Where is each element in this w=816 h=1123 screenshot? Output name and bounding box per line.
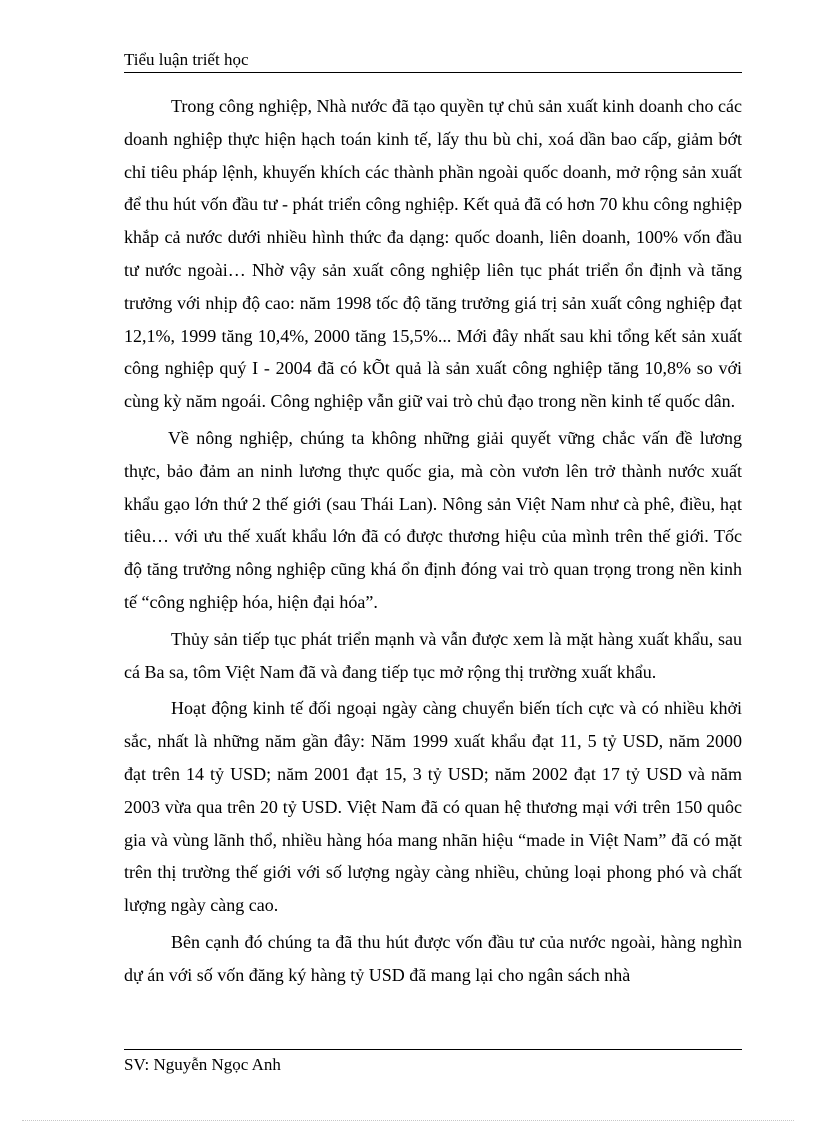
paragraph-foreign-trade: Hoạt động kinh tế đối ngoại ngày càng chuyển biến tích cực và có nhiều khởi sắc, nhất là những năm gần đây: Năm 1999 xuất khẩu đạt 11, 5 tỷ USD, năm 2000 đạt trên 14 tỷ USD; năm 2001 đạt 15, 3 tỷ USD; năm 2002 đạt 17 tỷ USD và năm 2003 vừa qua trên 20 tỷ USD. Việt Nam đã có quan hệ thương mại với trên 150 quôc gia và vùng lãnh thổ, nhiều hàng hóa mang nhãn hiệu “made in Việt Nam” đã có mặt trên thị trường thế giới với số lượng ngày càng nhiều, chủng loại phong phó và chất lượng ngày càng cao. xyxy=(124,698,742,916)
footer-author: SV: Nguyễn Ngọc Anh xyxy=(124,1055,281,1074)
page-header xyxy=(124,50,742,73)
paragraph-industry: Trong công nghiệp, Nhà nước đã tạo quyền tự chủ sản xuất kinh doanh cho các doanh nghiệp thực hiện hạch toán kinh tế, lấy thu bù chi, xoá dần bao cấp, giảm bớt chỉ tiêu pháp lệnh, khuyến khích các thành phần ngoài quốc doanh, mở rộng sản xuất để thu hút vốn đầu tư - phát triển công nghiệp. Kết quả đã có hơn 70 khu công nghiệp khắp cả nước dưới nhiều hình thức đa dạng: quốc doanh, liên doanh, 100% vốn đầu tư nước ngoài… Nhờ vậy sản xuất công nghiệp liên tục phát triển ổn định và tăng trưởng với nhịp độ cao: năm 1998 tốc độ tăng trưởng giá trị sản xuất công nghiệp đạt 12,1%, 1999 tăng 10,4%, 2000 tăng 15,5%... Mới đây nhất sau khi tổng kết sản xuất công nghiệp quý I - 2004 đã có kÕt quả là sản xuất công nghiệp tăng 10,8% so với cùng kỳ năm ngoái. Công nghiệp vẫn giữ vai trò chủ đạo trong nền kinh tế quốc dân. xyxy=(124,96,742,412)
footer-divider xyxy=(124,1049,742,1050)
document-body xyxy=(124,90,742,996)
page-bottom-edge xyxy=(22,1120,794,1121)
paragraph-investment: Bên cạnh đó chúng ta đã thu hút được vốn đầu tư của nước ngoài, hàng nghìn dự án với số vốn đăng ký hàng tỷ USD đã mang lại cho ngân sách nhà xyxy=(124,931,742,985)
header-title: Tiểu luận triết học xyxy=(124,50,249,69)
paragraph-agriculture: Về nông nghiệp, chúng ta không những giải quyết vững chắc vấn đề lương thực, bảo đảm an ninh lương thực quốc gia, mà còn vươn lên trở thành nước xuất khẩu gạo lớn thứ 2 thế giới (sau Thái Lan). Nông sản Việt Nam như cà phê, điều, hạt tiêu… với ưu thế xuất khẩu lớn đã có được thương hiệu của mình trên thế giới. Tốc độ tăng trưởng nông nghiệp cũng khá ổn định đóng vai trò quan trọng trong nền kinh tế “công nghiệp hóa, hiện đại hóa”. xyxy=(124,427,742,612)
page-footer xyxy=(124,1055,742,1075)
paragraph-fishery: Thủy sản tiếp tục phát triển mạnh và vẫn được xem là mặt hàng xuất khẩu, sau cá Ba sa, tôm Việt Nam đã và đang tiếp tục mở rộng thị trường xuất khẩu. xyxy=(124,628,742,682)
